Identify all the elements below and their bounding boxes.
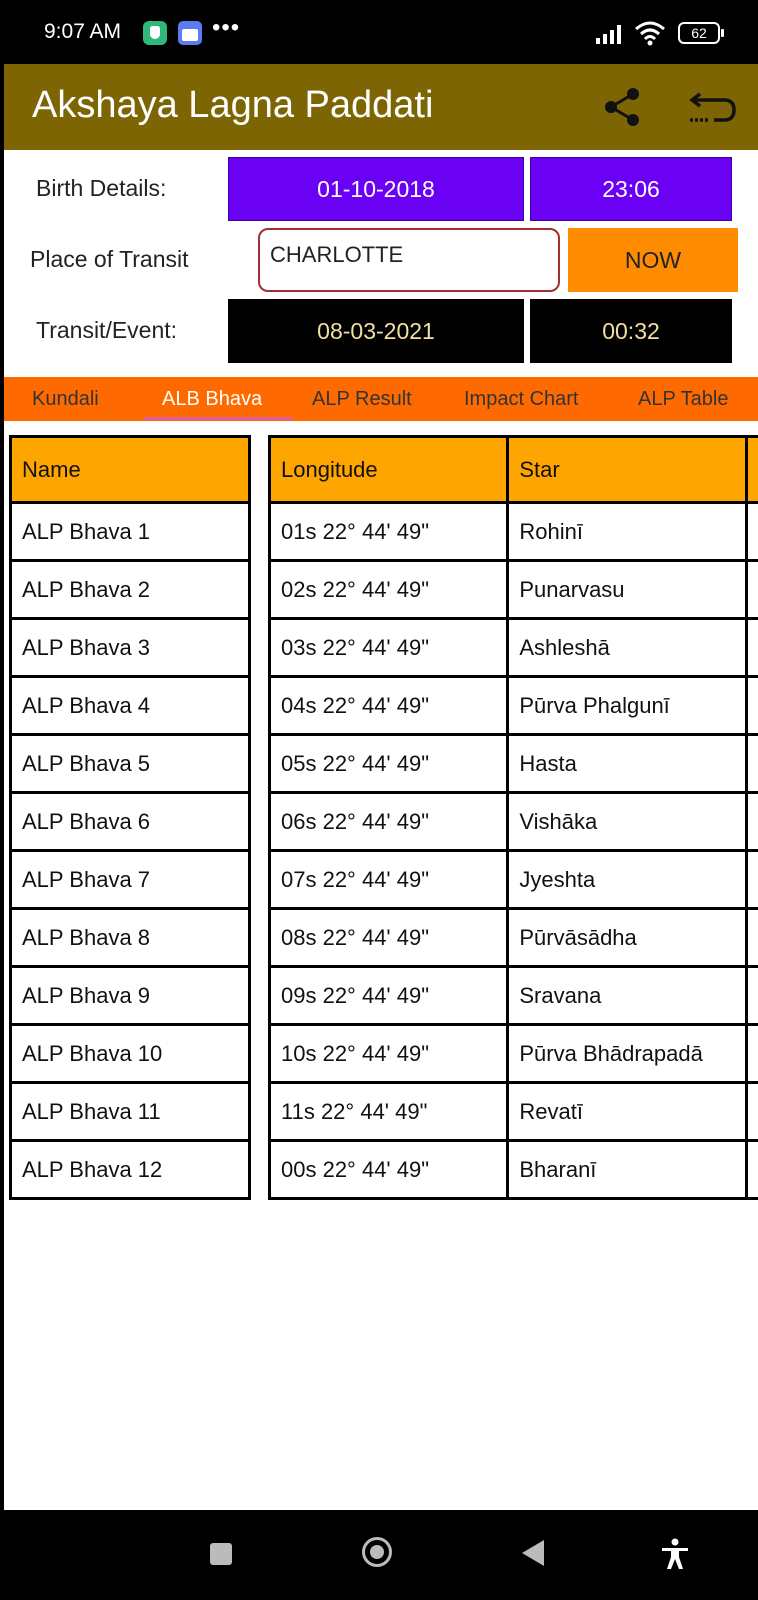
extra-column-cell (747, 1025, 758, 1083)
transit-event-label: Transit/Event: (36, 317, 178, 343)
now-button[interactable]: NOW (568, 228, 738, 292)
table-row (270, 619, 758, 677)
tab-alp-result[interactable]: ALP Result (312, 388, 412, 410)
tab-impact-chart[interactable]: Impact Chart (464, 388, 579, 410)
table-row (11, 793, 250, 851)
birth-date-button[interactable]: 01-10-2018 (228, 157, 524, 221)
status-time: 9:07 AM (44, 20, 122, 43)
extra-column-cell (747, 967, 758, 1025)
home-icon[interactable] (362, 1537, 392, 1567)
star-cell: Pūrva Bhādrapadā (508, 1025, 747, 1083)
table-row (270, 967, 758, 1025)
star-cell: Vishāka (508, 793, 747, 851)
star-cell: Revatī (508, 1083, 747, 1141)
tab-alb-bhava[interactable]: ALB Bhava (162, 388, 263, 410)
extra-column-header (747, 437, 758, 503)
bhava-name-cell: ALP Bhava 1 (11, 503, 250, 561)
table-row (270, 503, 758, 561)
transit-time-button[interactable]: 00:32 (530, 299, 732, 363)
table-row (270, 851, 758, 909)
star-cell: Bharanī (508, 1141, 747, 1199)
longitude-cell: 10s 22° 44' 49" (270, 1025, 508, 1083)
longitude-cell: 06s 22° 44' 49" (270, 793, 508, 851)
undo-icon[interactable] (688, 88, 738, 126)
star-cell: Jyeshta (508, 851, 747, 909)
name-table (9, 435, 251, 1200)
table-row (270, 1083, 758, 1141)
table-row (11, 967, 250, 1025)
recents-icon[interactable] (210, 1543, 232, 1565)
table-row (11, 851, 250, 909)
bhava-name-cell: ALP Bhava 4 (11, 677, 250, 735)
bhava-name-cell: ALP Bhava 8 (11, 909, 250, 967)
extra-column-cell (747, 851, 758, 909)
back-icon[interactable] (522, 1540, 544, 1566)
bhava-name-cell: ALP Bhava 6 (11, 793, 250, 851)
longitude-cell: 07s 22° 44' 49" (270, 851, 508, 909)
star-cell: Pūrvāsādha (508, 909, 747, 967)
table-row (11, 735, 250, 793)
longitude-cell: 00s 22° 44' 49" (270, 1141, 508, 1199)
longitude-cell: 05s 22° 44' 49" (270, 735, 508, 793)
table-row (11, 1025, 250, 1083)
bhava-name-cell: ALP Bhava 3 (11, 619, 250, 677)
extra-column-cell (747, 677, 758, 735)
extra-column-cell (747, 561, 758, 619)
app-bar (4, 64, 758, 150)
longitude-cell: 09s 22° 44' 49" (270, 967, 508, 1025)
extra-column-cell (747, 619, 758, 677)
share-icon[interactable] (602, 86, 642, 128)
accessibility-icon[interactable] (660, 1538, 690, 1570)
tab-bar (4, 377, 758, 421)
bhava-name-cell: ALP Bhava 12 (11, 1141, 250, 1199)
table-row (11, 909, 250, 967)
star-header: Star (508, 437, 747, 503)
table-row (270, 909, 758, 967)
calendar-app-icon (178, 21, 202, 45)
table-row (270, 735, 758, 793)
table-row (270, 793, 758, 851)
longitude-cell: 03s 22° 44' 49" (270, 619, 508, 677)
star-cell: Punarvasu (508, 561, 747, 619)
star-cell: Hasta (508, 735, 747, 793)
birth-time-button[interactable]: 23:06 (530, 157, 732, 221)
shield-app-icon (143, 21, 167, 45)
table-row (270, 561, 758, 619)
extra-column-cell (747, 503, 758, 561)
table-row (270, 1025, 758, 1083)
table-row (270, 1141, 758, 1199)
left-edge (0, 64, 4, 1510)
longitude-cell: 02s 22° 44' 49" (270, 561, 508, 619)
system-nav-bar (0, 1510, 758, 1600)
extra-column-cell (747, 793, 758, 851)
battery-icon: 62 (678, 22, 720, 44)
bhava-name-cell: ALP Bhava 5 (11, 735, 250, 793)
bhava-table (268, 435, 758, 1200)
signal-icon (596, 22, 626, 44)
extra-column-cell (747, 909, 758, 967)
longitude-cell: 01s 22° 44' 49" (270, 503, 508, 561)
extra-column-cell (747, 735, 758, 793)
table-row (11, 503, 250, 561)
birth-details-label: Birth Details: (36, 175, 167, 201)
star-cell: Sravana (508, 967, 747, 1025)
table-row (11, 619, 250, 677)
bhava-name-cell: ALP Bhava 2 (11, 561, 250, 619)
app-title: Akshaya Lagna Paddati (32, 84, 434, 126)
tab-kundali[interactable]: Kundali (32, 388, 99, 410)
table-row (11, 1141, 250, 1199)
more-notifications-icon: ••• (212, 14, 241, 41)
place-of-transit-input[interactable]: CHARLOTTE (258, 228, 560, 292)
star-cell: Pūrva Phalgunī (508, 677, 747, 735)
extra-column-cell (747, 1141, 758, 1199)
longitude-cell: 08s 22° 44' 49" (270, 909, 508, 967)
place-of-transit-label: Place of Transit (30, 246, 189, 272)
name-header: Name (11, 437, 250, 503)
longitude-header: Longitude (270, 437, 508, 503)
wifi-icon (634, 20, 666, 46)
star-cell: Rohinī (508, 503, 747, 561)
table-row (270, 677, 758, 735)
extra-column-cell (747, 1083, 758, 1141)
table-row (11, 1083, 250, 1141)
bhava-name-cell: ALP Bhava 7 (11, 851, 250, 909)
longitude-cell: 04s 22° 44' 49" (270, 677, 508, 735)
longitude-cell: 11s 22° 44' 49" (270, 1083, 508, 1141)
transit-date-button[interactable]: 08-03-2021 (228, 299, 524, 363)
tab-alp-table[interactable]: ALP Table (638, 388, 729, 410)
bhava-name-cell: ALP Bhava 11 (11, 1083, 250, 1141)
active-tab-indicator (144, 417, 292, 420)
star-cell: Ashleshā (508, 619, 747, 677)
status-bar (0, 0, 758, 64)
table-row (11, 561, 250, 619)
bhava-name-cell: ALP Bhava 9 (11, 967, 250, 1025)
bhava-name-cell: ALP Bhava 10 (11, 1025, 250, 1083)
table-row (11, 677, 250, 735)
